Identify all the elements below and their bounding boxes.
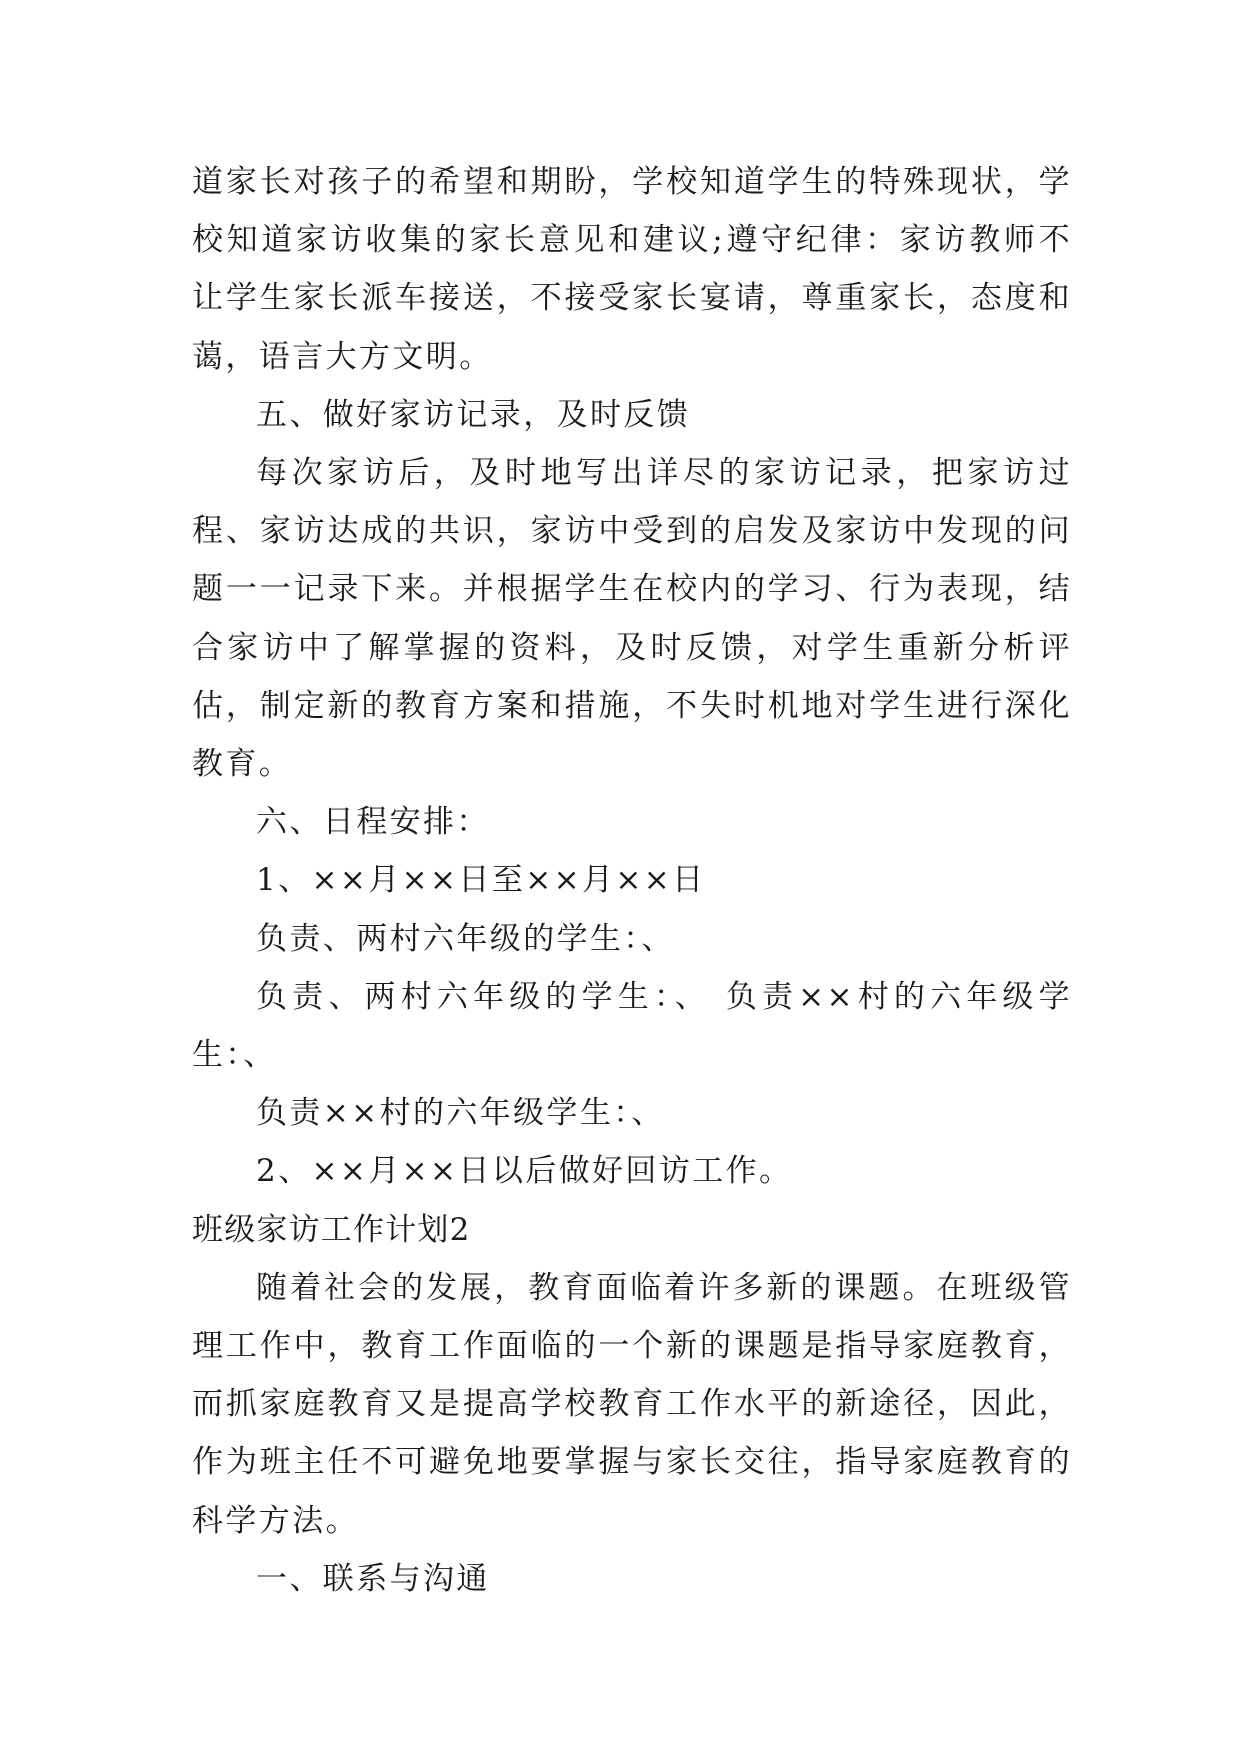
plan-title-2: 班级家访工作计划2: [192, 1211, 471, 1248]
section-heading-5: 五、做好家访记录，及时反馈: [256, 396, 691, 433]
section-heading-6: 六、日程安排：: [256, 804, 490, 841]
section-heading-1: 一、联系与沟通: [256, 1560, 490, 1597]
schedule-line: 负责、两村六年级的学生：、 负责××村的六年级学生：、: [192, 978, 1072, 1074]
paragraph-intro: 随着社会的发展，教育面临着许多新的课题。在班级管理工作中，教育工作面临的一个新的课题是指导家庭教育，而抓家庭教育又是提高学校教育工作水平的新途径，因此，作为班主任不可避免地要掌握与家长交往，指导家庭教育的科学方法。: [192, 1269, 1072, 1539]
schedule-line: 负责××村的六年级学生：、: [256, 1095, 665, 1132]
paragraph-visit-records: 每次家访后，及时地写出详尽的家访记录，把家访过程、家访达成的共识，家访中受到的启发及家访中发现的问题一一记录下来。并根据学生在校内的学习、行为表现，结合家访中了解掌握的资料，及时反馈，对学生重新分析评估，制定新的教育方案和措施，不失时机地对学生进行深化教育。: [192, 455, 1072, 783]
document-body: [192, 153, 1072, 1608]
paragraph-continuation: 道家长对孩子的希望和期盼，学校知道学生的特殊现状，学校知道家访收集的家长意见和建议;遵守纪律：家访教师不让学生家长派车接送，不接受家长宴请，尊重家长，态度和蔼，语言大方文明。: [192, 164, 1072, 375]
schedule-line: 负责、两村六年级的学生：、: [256, 920, 675, 957]
schedule-item-1: 1、××月××日至××月××日: [256, 862, 706, 899]
schedule-item-2: 2、××月××日以后做好回访工作。: [256, 1153, 793, 1190]
